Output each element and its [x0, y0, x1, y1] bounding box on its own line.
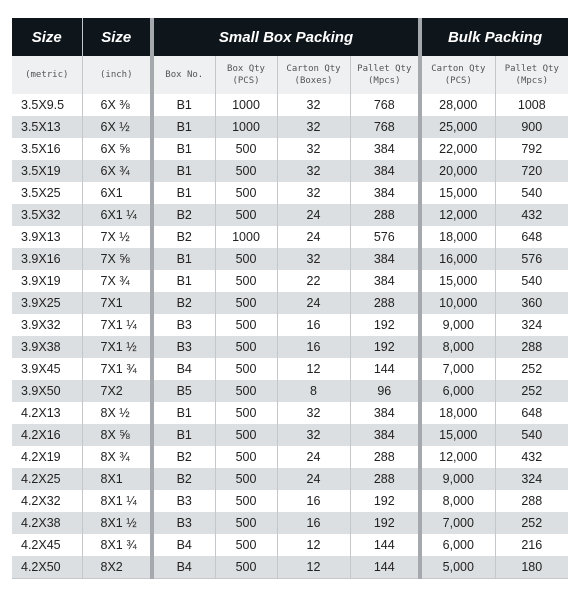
- cell-pallet-qty-bulk: 900: [495, 116, 568, 138]
- cell-pallet-qty-bulk: 432: [495, 446, 568, 468]
- cell-carton-qty: 8: [277, 380, 350, 402]
- cell-metric: 3.9X32: [12, 314, 82, 336]
- cell-carton-qty: 24: [277, 468, 350, 490]
- cell-pallet-qty-small: 384: [350, 138, 420, 160]
- table-row: [12, 468, 568, 490]
- cell-inch: 8X1 ¼: [82, 490, 152, 512]
- cell-metric: 3.5X9.5: [12, 94, 82, 116]
- cell-metric: 4.2X38: [12, 512, 82, 534]
- cell-pallet-qty-small: 384: [350, 248, 420, 270]
- cell-pallet-qty-small: 96: [350, 380, 420, 402]
- cell-box-no: B2: [152, 204, 215, 226]
- table-row: [12, 248, 568, 270]
- packing-table-container: [12, 18, 568, 579]
- cell-metric: 4.2X45: [12, 534, 82, 556]
- cell-pallet-qty-small: 192: [350, 490, 420, 512]
- cell-carton-qty: 32: [277, 160, 350, 182]
- cell-box-qty: 500: [215, 556, 277, 579]
- cell-metric: 3.5X13: [12, 116, 82, 138]
- cell-carton-qty: 16: [277, 314, 350, 336]
- cell-box-no: B1: [152, 160, 215, 182]
- cell-metric: 3.5X32: [12, 204, 82, 226]
- cell-pallet-qty-small: 192: [350, 336, 420, 358]
- cell-pallet-qty-bulk: 432: [495, 204, 568, 226]
- cell-inch: 8X1 ¾: [82, 534, 152, 556]
- cell-pallet-qty-bulk: 216: [495, 534, 568, 556]
- cell-inch: 8X2: [82, 556, 152, 579]
- cell-box-no: B5: [152, 380, 215, 402]
- cell-pallet-qty-bulk: 252: [495, 380, 568, 402]
- cell-carton-qty: 16: [277, 512, 350, 534]
- cell-pallet-qty-bulk: 252: [495, 512, 568, 534]
- cell-pallet-qty-small: 576: [350, 226, 420, 248]
- cell-pallet-qty-small: 768: [350, 116, 420, 138]
- cell-box-qty: 500: [215, 446, 277, 468]
- cell-inch: 7X ½: [82, 226, 152, 248]
- cell-inch: 6X ½: [82, 116, 152, 138]
- cell-metric: 3.9X25: [12, 292, 82, 314]
- cell-metric: 3.5X19: [12, 160, 82, 182]
- subheader-box-no: Box No.: [152, 56, 215, 94]
- cell-pallet-qty-bulk: 792: [495, 138, 568, 160]
- subheader-pallet-qty-bulk: Pallet Qty (Mpcs): [495, 56, 568, 94]
- cell-pallet-qty-small: 192: [350, 512, 420, 534]
- cell-pallet-qty-bulk: 252: [495, 358, 568, 380]
- table-row: [12, 116, 568, 138]
- cell-pallet-qty-bulk: 540: [495, 270, 568, 292]
- cell-carton-qty: 12: [277, 358, 350, 380]
- header-size-inch: Size: [82, 18, 152, 56]
- table-row: [12, 270, 568, 292]
- cell-carton-qty-bulk: 25,000: [420, 116, 495, 138]
- cell-metric: 3.9X38: [12, 336, 82, 358]
- cell-carton-qty-bulk: 7,000: [420, 358, 495, 380]
- cell-box-no: B3: [152, 314, 215, 336]
- cell-inch: 7X1 ¾: [82, 358, 152, 380]
- cell-inch: 6X1: [82, 182, 152, 204]
- cell-box-no: B1: [152, 116, 215, 138]
- table-row: [12, 314, 568, 336]
- cell-box-qty: 500: [215, 292, 277, 314]
- header-row: [12, 18, 568, 56]
- cell-carton-qty: 32: [277, 424, 350, 446]
- cell-carton-qty: 32: [277, 402, 350, 424]
- cell-pallet-qty-bulk: 360: [495, 292, 568, 314]
- cell-pallet-qty-bulk: 288: [495, 490, 568, 512]
- cell-inch: 8X1 ½: [82, 512, 152, 534]
- cell-box-no: B1: [152, 402, 215, 424]
- subheader-pallet-qty-small: Pallet Qty (Mpcs): [350, 56, 420, 94]
- cell-metric: 4.2X16: [12, 424, 82, 446]
- cell-metric: 3.9X45: [12, 358, 82, 380]
- cell-box-qty: 1000: [215, 116, 277, 138]
- cell-carton-qty: 32: [277, 182, 350, 204]
- cell-pallet-qty-small: 384: [350, 160, 420, 182]
- cell-inch: 6X ¾: [82, 160, 152, 182]
- cell-carton-qty-bulk: 8,000: [420, 336, 495, 358]
- subheader-row: [12, 56, 568, 94]
- cell-carton-qty-bulk: 18,000: [420, 402, 495, 424]
- cell-box-qty: 500: [215, 380, 277, 402]
- cell-carton-qty: 22: [277, 270, 350, 292]
- cell-metric: 4.2X13: [12, 402, 82, 424]
- cell-box-qty: 500: [215, 248, 277, 270]
- cell-box-qty: 500: [215, 204, 277, 226]
- cell-inch: 7X1 ¼: [82, 314, 152, 336]
- cell-inch: 6X ⅝: [82, 138, 152, 160]
- subheader-inch: (inch): [82, 56, 152, 94]
- cell-pallet-qty-small: 144: [350, 556, 420, 579]
- cell-box-no: B2: [152, 446, 215, 468]
- cell-box-qty: 500: [215, 424, 277, 446]
- cell-inch: 7X2: [82, 380, 152, 402]
- table-row: [12, 226, 568, 248]
- cell-inch: 6X1 ¼: [82, 204, 152, 226]
- cell-box-no: B1: [152, 94, 215, 116]
- table-row: [12, 490, 568, 512]
- cell-metric: 3.9X16: [12, 248, 82, 270]
- cell-box-no: B2: [152, 292, 215, 314]
- cell-inch: 8X ¾: [82, 446, 152, 468]
- cell-box-qty: 500: [215, 534, 277, 556]
- cell-box-no: B4: [152, 358, 215, 380]
- cell-metric: 4.2X19: [12, 446, 82, 468]
- cell-carton-qty: 12: [277, 556, 350, 579]
- cell-carton-qty-bulk: 7,000: [420, 512, 495, 534]
- cell-box-no: B1: [152, 424, 215, 446]
- subheader-carton-qty: Carton Qty (Boxes): [277, 56, 350, 94]
- cell-box-no: B4: [152, 556, 215, 579]
- cell-box-no: B2: [152, 468, 215, 490]
- cell-metric: 3.5X25: [12, 182, 82, 204]
- cell-pallet-qty-bulk: 648: [495, 402, 568, 424]
- cell-carton-qty-bulk: 9,000: [420, 314, 495, 336]
- cell-box-qty: 500: [215, 468, 277, 490]
- cell-pallet-qty-small: 384: [350, 182, 420, 204]
- cell-pallet-qty-bulk: 720: [495, 160, 568, 182]
- cell-pallet-qty-small: 768: [350, 94, 420, 116]
- cell-pallet-qty-small: 288: [350, 292, 420, 314]
- table-row: [12, 358, 568, 380]
- cell-pallet-qty-bulk: 288: [495, 336, 568, 358]
- cell-pallet-qty-small: 144: [350, 358, 420, 380]
- cell-carton-qty-bulk: 16,000: [420, 248, 495, 270]
- table-row: [12, 446, 568, 468]
- cell-carton-qty-bulk: 6,000: [420, 380, 495, 402]
- cell-metric: 3.9X13: [12, 226, 82, 248]
- cell-pallet-qty-bulk: 1008: [495, 94, 568, 116]
- cell-carton-qty: 24: [277, 226, 350, 248]
- cell-box-no: B1: [152, 138, 215, 160]
- cell-pallet-qty-small: 288: [350, 204, 420, 226]
- table-row: [12, 512, 568, 534]
- cell-box-qty: 500: [215, 138, 277, 160]
- cell-carton-qty-bulk: 10,000: [420, 292, 495, 314]
- cell-pallet-qty-bulk: 324: [495, 468, 568, 490]
- cell-pallet-qty-bulk: 324: [495, 314, 568, 336]
- cell-box-no: B4: [152, 534, 215, 556]
- cell-metric: 3.9X50: [12, 380, 82, 402]
- header-size-metric: Size: [12, 18, 82, 56]
- table-row: [12, 380, 568, 402]
- cell-carton-qty: 16: [277, 336, 350, 358]
- cell-box-qty: 500: [215, 358, 277, 380]
- cell-inch: 7X1: [82, 292, 152, 314]
- cell-pallet-qty-small: 384: [350, 402, 420, 424]
- cell-carton-qty-bulk: 12,000: [420, 204, 495, 226]
- table-row: [12, 204, 568, 226]
- cell-box-qty: 1000: [215, 226, 277, 248]
- cell-carton-qty-bulk: 20,000: [420, 160, 495, 182]
- table-body: [12, 94, 568, 579]
- cell-box-no: B1: [152, 270, 215, 292]
- cell-box-qty: 500: [215, 336, 277, 358]
- cell-box-qty: 500: [215, 490, 277, 512]
- cell-box-no: B3: [152, 336, 215, 358]
- cell-carton-qty-bulk: 28,000: [420, 94, 495, 116]
- table-row: [12, 138, 568, 160]
- cell-metric: 4.2X25: [12, 468, 82, 490]
- cell-box-qty: 500: [215, 182, 277, 204]
- cell-box-qty: 500: [215, 402, 277, 424]
- table-row: [12, 292, 568, 314]
- cell-carton-qty-bulk: 15,000: [420, 182, 495, 204]
- subheader-box-qty: Box Qty (PCS): [215, 56, 277, 94]
- cell-inch: 7X ⅝: [82, 248, 152, 270]
- cell-box-no: B2: [152, 226, 215, 248]
- table-row: [12, 94, 568, 116]
- cell-inch: 7X ¾: [82, 270, 152, 292]
- cell-pallet-qty-bulk: 540: [495, 424, 568, 446]
- cell-carton-qty: 32: [277, 248, 350, 270]
- cell-carton-qty: 12: [277, 534, 350, 556]
- cell-carton-qty: 32: [277, 94, 350, 116]
- cell-carton-qty-bulk: 15,000: [420, 270, 495, 292]
- table-row: [12, 182, 568, 204]
- cell-pallet-qty-small: 288: [350, 446, 420, 468]
- cell-box-qty: 1000: [215, 94, 277, 116]
- cell-carton-qty: 32: [277, 116, 350, 138]
- packing-table: [12, 18, 568, 579]
- cell-box-qty: 500: [215, 314, 277, 336]
- cell-inch: 8X ⅝: [82, 424, 152, 446]
- cell-box-no: B3: [152, 490, 215, 512]
- cell-pallet-qty-small: 144: [350, 534, 420, 556]
- cell-carton-qty: 32: [277, 138, 350, 160]
- cell-carton-qty-bulk: 18,000: [420, 226, 495, 248]
- cell-carton-qty: 24: [277, 446, 350, 468]
- cell-carton-qty-bulk: 15,000: [420, 424, 495, 446]
- cell-pallet-qty-bulk: 576: [495, 248, 568, 270]
- cell-pallet-qty-small: 384: [350, 270, 420, 292]
- subheader-carton-qty-bulk: Carton Qty (PCS): [420, 56, 495, 94]
- cell-box-qty: 500: [215, 270, 277, 292]
- table-row: [12, 336, 568, 358]
- cell-box-qty: 500: [215, 160, 277, 182]
- table-row: [12, 402, 568, 424]
- table-row: [12, 424, 568, 446]
- cell-inch: 8X ½: [82, 402, 152, 424]
- cell-pallet-qty-bulk: 648: [495, 226, 568, 248]
- cell-pallet-qty-bulk: 180: [495, 556, 568, 579]
- cell-box-no: B3: [152, 512, 215, 534]
- header-bulk-packing: Bulk Packing: [420, 18, 568, 56]
- cell-pallet-qty-small: 384: [350, 424, 420, 446]
- table-row: [12, 534, 568, 556]
- cell-carton-qty: 24: [277, 204, 350, 226]
- table-row: [12, 160, 568, 182]
- cell-metric: 4.2X32: [12, 490, 82, 512]
- cell-carton-qty-bulk: 22,000: [420, 138, 495, 160]
- cell-inch: 6X ⅜: [82, 94, 152, 116]
- cell-carton-qty-bulk: 5,000: [420, 556, 495, 579]
- cell-inch: 8X1: [82, 468, 152, 490]
- cell-carton-qty-bulk: 9,000: [420, 468, 495, 490]
- subheader-metric: (metric): [12, 56, 82, 94]
- cell-carton-qty-bulk: 8,000: [420, 490, 495, 512]
- cell-metric: 3.9X19: [12, 270, 82, 292]
- header-small-box-packing: Small Box Packing: [152, 18, 420, 56]
- cell-box-no: B1: [152, 248, 215, 270]
- cell-pallet-qty-small: 288: [350, 468, 420, 490]
- cell-box-no: B1: [152, 182, 215, 204]
- cell-carton-qty-bulk: 6,000: [420, 534, 495, 556]
- cell-inch: 7X1 ½: [82, 336, 152, 358]
- cell-pallet-qty-small: 192: [350, 314, 420, 336]
- cell-carton-qty: 24: [277, 292, 350, 314]
- cell-pallet-qty-bulk: 540: [495, 182, 568, 204]
- table-row: [12, 556, 568, 579]
- cell-metric: 4.2X50: [12, 556, 82, 579]
- cell-carton-qty-bulk: 12,000: [420, 446, 495, 468]
- cell-carton-qty: 16: [277, 490, 350, 512]
- cell-box-qty: 500: [215, 512, 277, 534]
- cell-metric: 3.5X16: [12, 138, 82, 160]
